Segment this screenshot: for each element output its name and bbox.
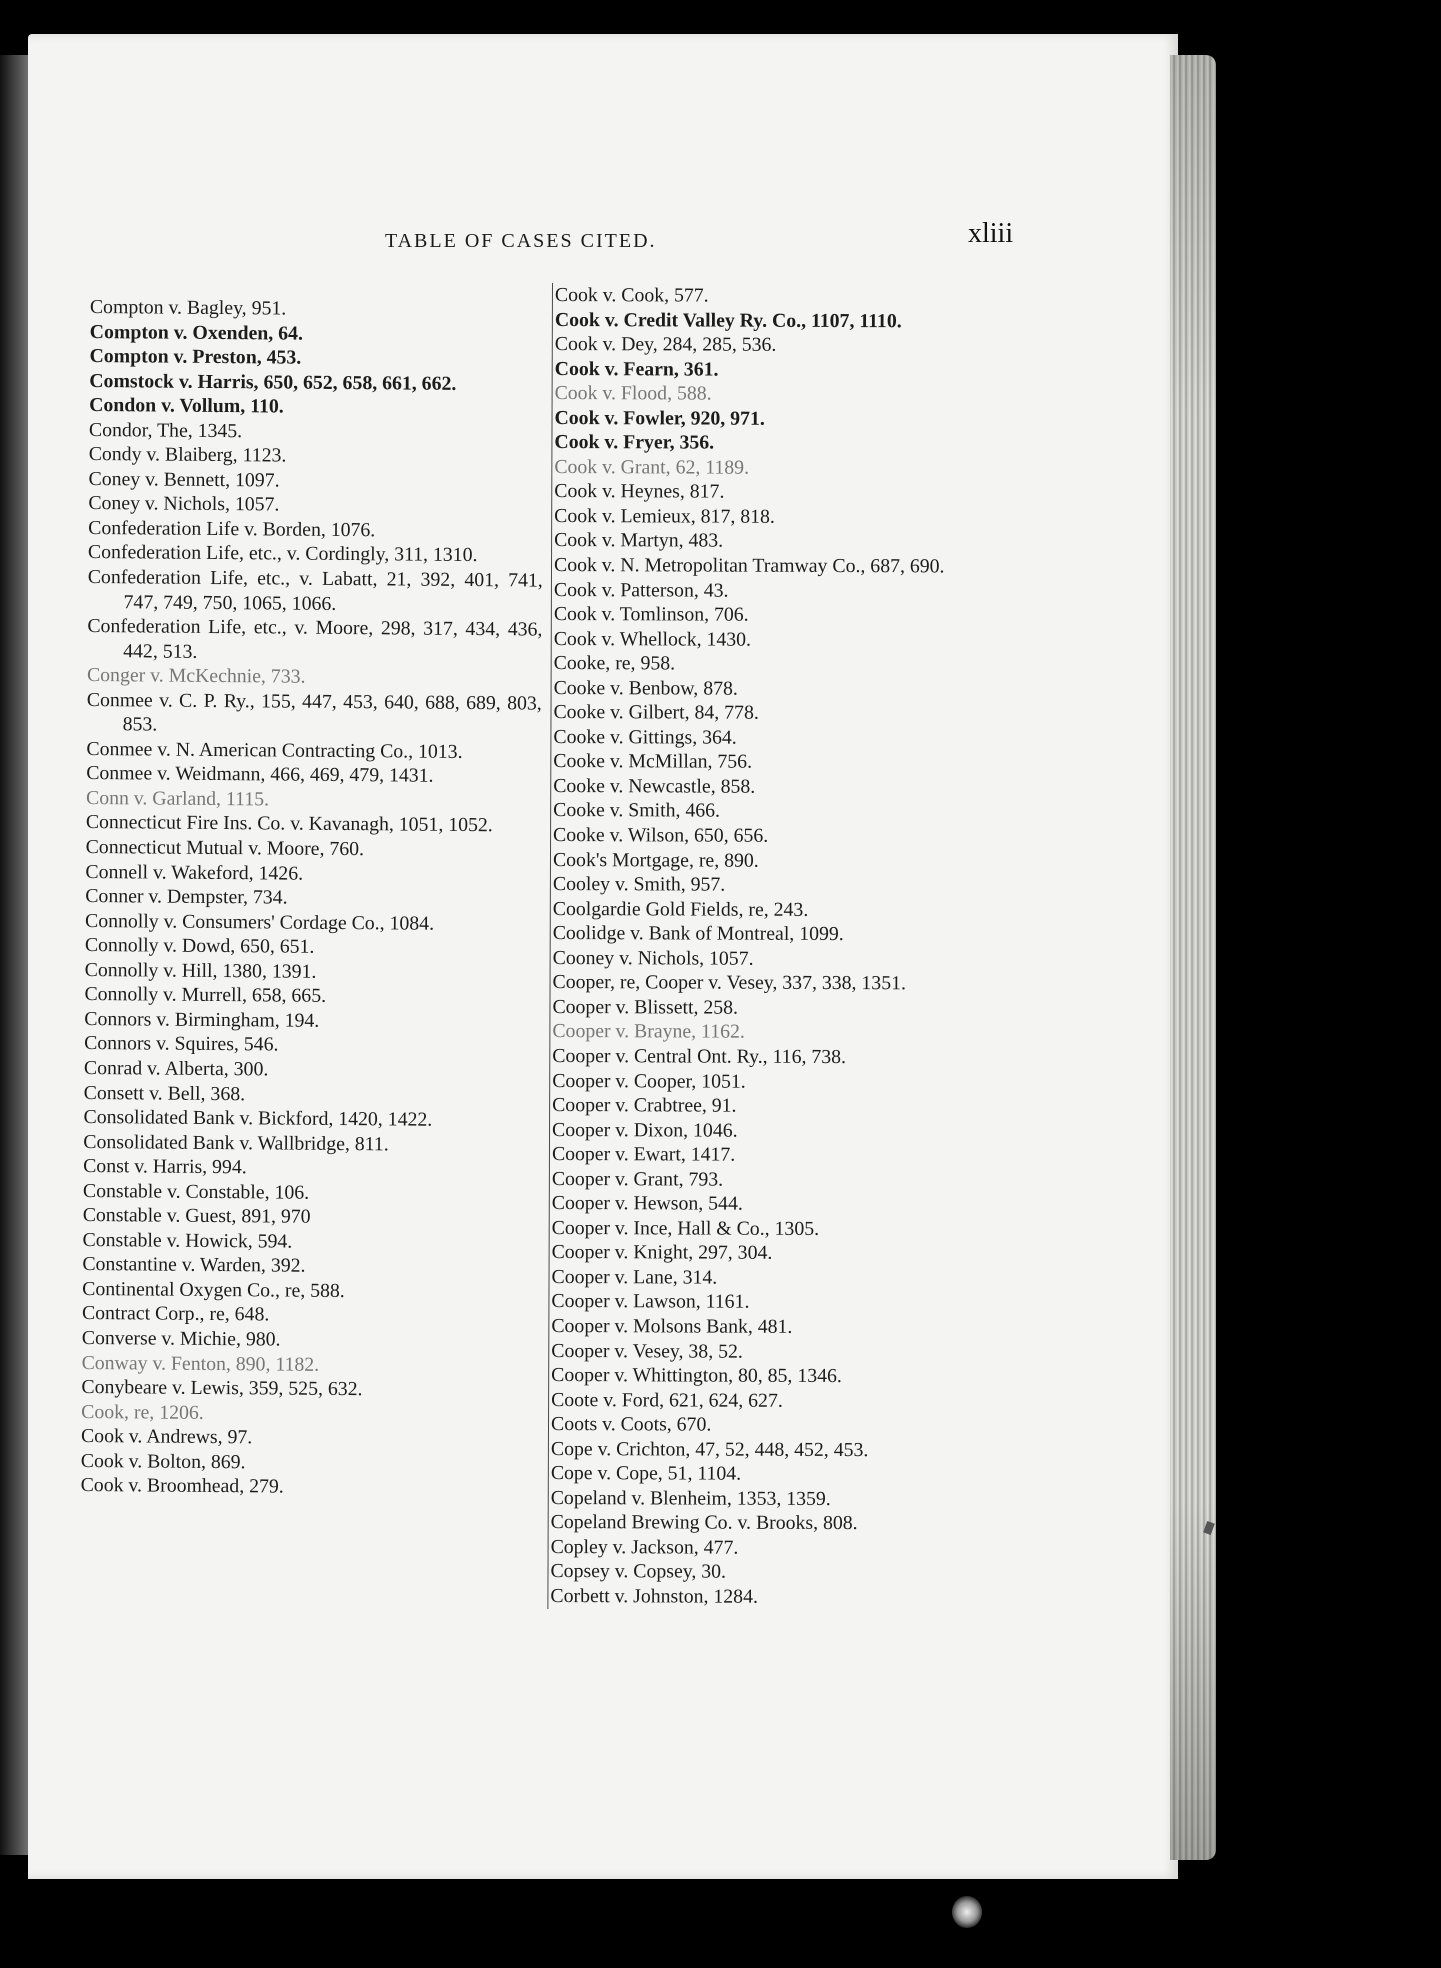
case-entry: Cook v. Whellock, 1430. <box>553 627 752 651</box>
case-entry: Converse v. Michie, 980. <box>81 1326 281 1351</box>
case-entry: Connolly v. Consumers' Cordage Co., 1084. <box>84 909 435 935</box>
book-spine <box>0 55 30 1855</box>
page-header-title: TABLE OF CASES CITED. <box>385 230 657 252</box>
case-entry: Conybeare v. Lewis, 359, 525, 632. <box>81 1376 363 1401</box>
case-entry: Cooke v. Newcastle, 858. <box>553 774 756 798</box>
case-entry: Corbett v. Johnston, 1284. <box>550 1584 758 1608</box>
case-entry: Cope v. Cope, 51, 1104. <box>550 1462 742 1485</box>
case-entry: Connell v. Wakeford, 1426. <box>85 860 304 885</box>
case-entry: Cook v. Dey, 284, 285, 536. <box>554 333 777 356</box>
case-entry: Conmee v. Weidmann, 466, 469, 479, 1431. <box>86 762 434 788</box>
case-entry: Cook v. Tomlinson, 706. <box>553 603 749 626</box>
case-entry: Cook v. Patterson, 43. <box>553 578 729 602</box>
case-entry: Cooper v. Hewson, 544. <box>551 1192 743 1215</box>
case-entry: Comstock v. Harris, 650, 652, 658, 661, 662. <box>89 369 457 395</box>
case-entry: Cooper v. Grant, 793. <box>551 1167 724 1191</box>
case-entry: Consolidated Bank v. Wallbridge, 811. <box>83 1130 389 1155</box>
case-entry: Compton v. Oxenden, 64. <box>89 320 304 345</box>
case-entry: Constable v. Howick, 594. <box>82 1228 293 1253</box>
scan-smudge <box>952 1896 982 1928</box>
case-entry: Coote v. Ford, 621, 624, 627. <box>551 1388 783 1412</box>
case-entry: Cooper v. Whittington, 80, 85, 1346. <box>551 1364 842 1388</box>
case-entry: Confederation Life, etc., v. Moore, 298, 317, 434, 436, 442, 513. <box>87 615 543 663</box>
case-entry: Cooper, re, Cooper v. Vesey, 337, 338, 1351. <box>552 971 906 995</box>
case-entry: Cook v. Heynes, 817. <box>554 480 725 503</box>
case-entry: Compton v. Bagley, 951. <box>89 295 287 320</box>
case-entry: Cook v. N. Metropolitan Tramway Co., 687, 690. <box>553 554 945 578</box>
case-entry: Cooper v. Molsons Bank, 481. <box>551 1314 793 1338</box>
case-entry: Cooley v. Smith, 957. <box>552 873 726 896</box>
case-entry: Coolidge v. Bank of Montreal, 1099. <box>552 922 844 946</box>
case-entry: Cooke, re, 958. <box>553 652 676 675</box>
case-entry: Cook v. Andrews, 97. <box>80 1425 253 1449</box>
case-entry: Cook v. Broomhead, 279. <box>80 1474 284 1498</box>
case-entry: Confederation Life, etc., v. Labatt, 21, 392, 401, 741, 747, 749, 750, 1065, 1066. <box>87 566 543 615</box>
case-entry: Cooney v. Nichols, 1057. <box>552 946 754 970</box>
right-case-column <box>547 283 1025 1610</box>
case-entry: Cooper v. Blissett, 258. <box>552 995 739 1019</box>
case-entry: Const v. Harris, 994. <box>83 1155 247 1179</box>
case-entry: Copeland Brewing Co. v. Brooks, 808. <box>550 1511 858 1535</box>
case-entry: Connecticut Mutual v. Moore, 760. <box>85 836 365 861</box>
case-entry: Confederation Life, etc., v. Cordingly, 311, 1310. <box>87 541 478 567</box>
case-entry: Condor, The, 1345. <box>88 418 243 442</box>
case-entry: Consolidated Bank v. Bickford, 1420, 1422. <box>83 1106 433 1131</box>
case-entry: Cooke v. Gilbert, 84, 778. <box>553 701 759 725</box>
case-entry: Constantine v. Warden, 392. <box>82 1253 306 1278</box>
case-entry: Conger v. McKechnie, 733. <box>86 664 306 688</box>
case-entry: Cooper v. Dixon, 1046. <box>552 1118 738 1142</box>
case-entry: Cook v. Lemieux, 817, 818. <box>554 504 775 528</box>
case-entry: Cooke v. McMillan, 756. <box>553 750 753 774</box>
case-entry: Connolly v. Murrell, 658, 665. <box>84 983 327 1008</box>
case-entry: Confederation Life v. Borden, 1076. <box>88 516 376 542</box>
case-entry: Compton v. Preston, 453. <box>89 345 302 369</box>
case-entry: Connors v. Squires, 546. <box>84 1032 279 1056</box>
case-entry: Cooke v. Gittings, 364. <box>553 725 737 749</box>
case-entry: Copeland v. Blenheim, 1353, 1359. <box>550 1486 831 1510</box>
case-entry: Cooper v. Ewart, 1417. <box>551 1143 736 1166</box>
case-entry: Conn v. Garland, 1115. <box>85 786 270 811</box>
case-entry: Conway v. Fenton, 890, 1182. <box>81 1351 320 1376</box>
case-entry: Coolgardie Gold Fields, re, 243. <box>552 897 809 921</box>
case-entry: Cook v. Credit Valley Ry. Co., 1107, 1110. <box>554 308 902 332</box>
case-entry: Copsey v. Copsey, 30. <box>550 1560 727 1584</box>
case-entry: Cope v. Crichton, 47, 52, 448, 452, 453. <box>550 1437 869 1461</box>
case-entry: Coots v. Coots, 670. <box>550 1413 712 1436</box>
case-entry: Conrad v. Alberta, 300. <box>83 1056 269 1081</box>
case-entry: Cooper v. Crabtree, 91. <box>552 1094 737 1117</box>
case-entry: Cook v. Fearn, 361. <box>554 357 719 381</box>
case-entry: Cooper v. Lawson, 1161. <box>551 1290 750 1314</box>
case-entry: Cook v. Flood, 588. <box>554 382 712 405</box>
case-entry: Constable v. Constable, 106. <box>82 1179 310 1204</box>
case-entry: Condon v. Vollum, 110. <box>89 394 284 418</box>
case-entry: Cooper v. Knight, 297, 304. <box>551 1241 773 1265</box>
case-entry: Conner v. Dempster, 734. <box>85 885 288 909</box>
case-entry: Copley v. Jackson, 477. <box>550 1535 739 1559</box>
page-number: xliii <box>968 218 1014 249</box>
case-entry: Connolly v. Hill, 1380, 1391. <box>84 958 317 983</box>
case-entry: Condy v. Blaiberg, 1123. <box>88 443 287 467</box>
case-entry: Cooke v. Smith, 466. <box>553 799 721 823</box>
case-entry: Cooper v. Brayne, 1162. <box>552 1020 745 1044</box>
case-entry: Consett v. Bell, 368. <box>83 1081 246 1105</box>
case-entry: Cook v. Fryer, 356. <box>554 431 715 454</box>
case-entry: Cooper v. Central Ont. Ry., 116, 738. <box>552 1044 847 1068</box>
case-entry: Cook v. Fowler, 920, 971. <box>554 406 765 430</box>
case-entry: Cooper v. Vesey, 38, 52. <box>551 1339 743 1363</box>
case-entry: Contract Corp., re, 648. <box>81 1302 270 1326</box>
case-entry: Cook v. Bolton, 869. <box>80 1449 246 1473</box>
case-entry: Cooper v. Ince, Hall & Co., 1305. <box>551 1216 820 1240</box>
case-entry: Connecticut Fire Ins. Co. v. Kavanagh, 1051, 1052. <box>85 811 493 837</box>
case-entry: Coney v. Nichols, 1057. <box>88 492 280 516</box>
case-entry: Cooke v. Benbow, 878. <box>553 676 738 700</box>
case-entry: Connors v. Birmingham, 194. <box>84 1007 320 1032</box>
case-entry: Cook v. Cook, 577. <box>554 284 709 307</box>
case-entry: Cook v. Martyn, 483. <box>554 529 724 553</box>
case-entry: Conmee v. N. American Contracting Co., 1013. <box>86 737 463 763</box>
case-entry: Conmee v. C. P. Ry., 155, 447, 453, 640, 688, 689, 803, 853. <box>86 688 542 736</box>
case-entry: Cook v. Grant, 62, 1189. <box>554 455 750 479</box>
left-case-column <box>81 295 545 1501</box>
case-entry: Cooke v. Wilson, 650, 656. <box>553 824 769 847</box>
case-entry: Connolly v. Dowd, 650, 651. <box>84 934 315 959</box>
case-entry: Cook's Mortgage, re, 890. <box>552 848 759 872</box>
case-entry: Cooper v. Lane, 314. <box>551 1265 718 1289</box>
case-entry: Cooper v. Cooper, 1051. <box>552 1069 746 1093</box>
case-entry: Cook, re, 1206. <box>81 1400 204 1424</box>
case-entry: Coney v. Bennett, 1097. <box>88 467 280 492</box>
case-entry: Continental Oxygen Co., re, 588. <box>82 1277 345 1302</box>
case-entry: Constable v. Guest, 891, 970 <box>82 1204 311 1228</box>
page-edges <box>1170 55 1216 1860</box>
